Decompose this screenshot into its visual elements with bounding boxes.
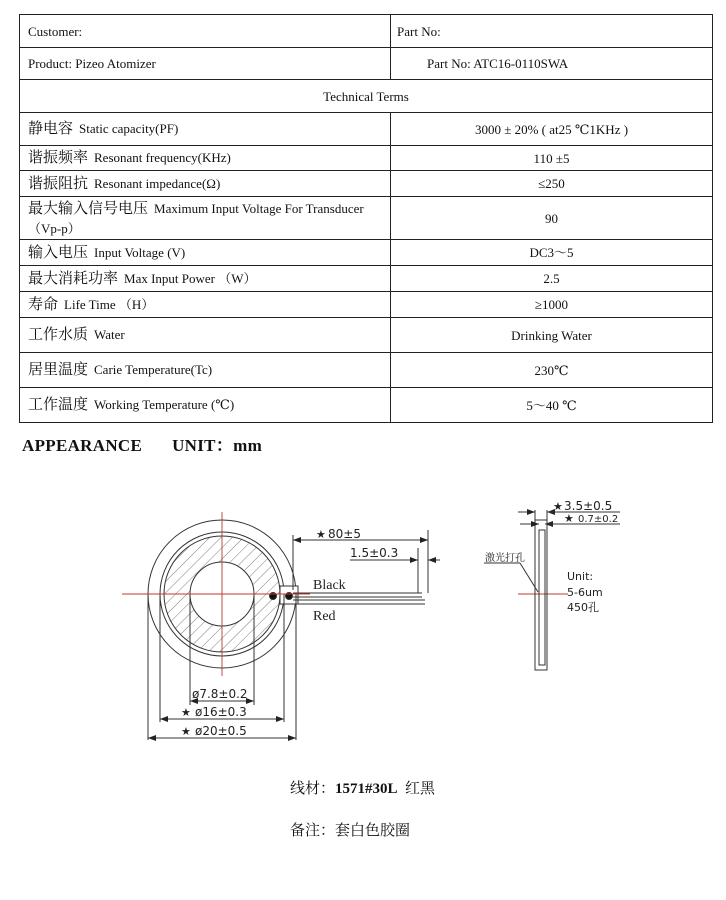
product-row bbox=[20, 48, 713, 80]
customer-label: Customer: bbox=[20, 15, 391, 48]
wire-colors: 红黑 bbox=[405, 781, 436, 797]
spec-value: ≥1000 bbox=[391, 292, 713, 318]
spec-row bbox=[20, 353, 713, 388]
spec-cn: 最大消耗功率 bbox=[28, 270, 119, 287]
spec-value: ≤250 bbox=[391, 171, 713, 197]
appearance-unit: UNIT：mm bbox=[172, 436, 263, 455]
star-icon: ★ bbox=[181, 725, 191, 738]
thickness-total-label: 3.5±0.5 bbox=[564, 499, 613, 513]
spec-row bbox=[20, 171, 713, 197]
spec-en: Static capacity(PF) bbox=[79, 121, 179, 136]
spec-cn: 居里温度 bbox=[28, 362, 89, 378]
star-icon: ★ bbox=[181, 706, 191, 719]
part-no-value: Part No: ATC16-0110SWA bbox=[391, 48, 713, 80]
remark-text: 套白色胶圈 bbox=[335, 823, 411, 839]
spec-value: 90 bbox=[391, 197, 713, 240]
dia-inner-label: ø7.8±0.2 bbox=[192, 687, 248, 701]
spec-en: Input Voltage (V) bbox=[94, 244, 186, 260]
remark-label: 备注： bbox=[290, 823, 336, 839]
spec-table bbox=[19, 14, 713, 423]
spec-value: 2.5 bbox=[391, 266, 713, 292]
spec-en: Max Input Power （W） bbox=[124, 270, 257, 286]
hole-size-label: 5-6um bbox=[567, 586, 603, 599]
side-labels bbox=[485, 499, 618, 614]
star-icon: ★ bbox=[564, 512, 574, 525]
wire-red-label: Red bbox=[313, 609, 336, 624]
spec-row bbox=[20, 113, 713, 146]
appearance-drawing bbox=[0, 480, 726, 760]
appearance-heading bbox=[22, 431, 262, 456]
laser-hole-label: 激光打孔 bbox=[485, 553, 525, 564]
spec-en: Water bbox=[94, 327, 125, 342]
wire-black-label: Black bbox=[313, 578, 346, 593]
remark-note bbox=[290, 819, 410, 840]
spec-cn: 谐振频率 bbox=[28, 150, 89, 166]
wire-code: 1571#30L bbox=[335, 781, 398, 797]
spec-row bbox=[20, 146, 713, 171]
spec-row bbox=[20, 197, 713, 240]
hole-count-label: 450孔 bbox=[567, 601, 599, 614]
spec-en: Working Temperature (℃) bbox=[94, 397, 235, 412]
lead-length-label: 80±5 bbox=[328, 527, 361, 541]
part-no-label: Part No: bbox=[391, 15, 713, 48]
spec-cn: 谐振阻抗 bbox=[28, 175, 89, 192]
wire-note bbox=[290, 777, 435, 798]
star-icon: ★ bbox=[316, 528, 326, 541]
spec-en: Resonant frequency(KHz) bbox=[94, 150, 231, 165]
spec-row bbox=[20, 266, 713, 292]
wire-note-label: 线材： bbox=[290, 781, 336, 797]
spec-value: 110 ±5 bbox=[391, 146, 713, 171]
spec-row bbox=[20, 318, 713, 353]
spec-en: Maximum Input Voltage For Transducer（Vp-p） bbox=[28, 200, 364, 236]
spec-value: DC3～5 bbox=[391, 240, 713, 266]
star-icon: ★ bbox=[553, 500, 563, 513]
spec-value: 3000 ± 20% ( at25 ℃1KHz ) bbox=[391, 113, 713, 146]
spec-cn: 静电容 bbox=[28, 121, 74, 137]
section-title: Technical Terms bbox=[20, 80, 713, 113]
spec-cn: 工作水质 bbox=[28, 327, 89, 343]
product-label: Product: Pizeo Atomizer bbox=[20, 48, 391, 80]
unit-label: Unit: bbox=[567, 570, 594, 583]
spec-value: Drinking Water bbox=[391, 318, 713, 353]
strip-length-label: 1.5±0.3 bbox=[350, 546, 399, 560]
customer-row bbox=[20, 15, 713, 48]
spec-en: Resonant impedance(Ω) bbox=[94, 175, 221, 191]
spec-value: 230℃ bbox=[391, 353, 713, 388]
spec-cn: 寿命 bbox=[28, 296, 59, 313]
spec-cn: 最大输入信号电压 bbox=[28, 200, 149, 217]
thickness-plate-label: 0.7±0.2 bbox=[578, 514, 619, 525]
dia-outer-label: ø20±0.5 bbox=[195, 724, 247, 738]
spec-en: Carie Temperature(Tc) bbox=[94, 362, 213, 377]
spec-cn: 输入电压 bbox=[28, 244, 89, 261]
spec-value: 5～40 ℃ bbox=[391, 388, 713, 423]
spec-row bbox=[20, 292, 713, 318]
spec-en: Life Time （H） bbox=[64, 296, 155, 312]
dia-mid-label: ø16±0.3 bbox=[195, 705, 247, 719]
section-row bbox=[20, 80, 713, 113]
appearance-title: APPEARANCE bbox=[22, 436, 143, 455]
spec-cn: 工作温度 bbox=[28, 397, 89, 413]
spec-row bbox=[20, 240, 713, 266]
spec-row bbox=[20, 388, 713, 423]
